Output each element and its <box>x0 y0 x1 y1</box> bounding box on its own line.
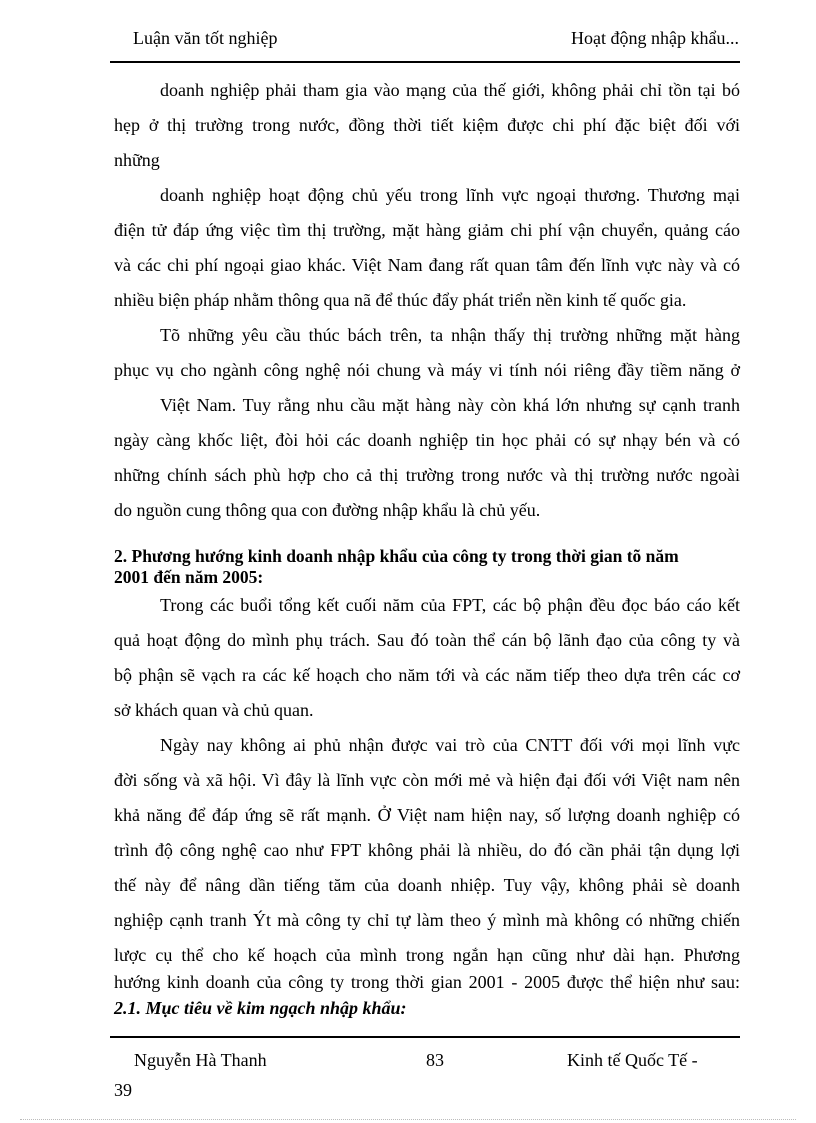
text-line: lược cụ thể cho kế hoạch của mình trong ngắn hạn cũng như dài hạn. Phương <box>114 945 740 965</box>
header-rule <box>110 61 740 63</box>
text-line: đời sống và xã hội. Vì đây là lĩnh vực còn mới mẻ và hiện đại đối với Việt nam nên <box>114 770 740 790</box>
text-line: thế này để nâng dần tiếng tăm của doanh nhiệp. Tuy vậy, không phải sè doanh <box>114 875 740 895</box>
text-line: nghiệp cạnh tranh Ýt mà công ty chỉ tự làm theo ý mình mà không có những chiến <box>114 910 740 930</box>
text-line: sở khách quan và chủ quan. <box>114 700 314 720</box>
footer-rule <box>110 1036 740 1038</box>
page-bottom-edge <box>20 1119 796 1120</box>
footer-department: Kinh tế Quốc Tế - <box>567 1050 698 1070</box>
text-line: doanh nghiệp phải tham gia vào mạng của thế giới, không phải chỉ tồn tại bó <box>160 80 740 100</box>
text-line: doanh nghiệp hoạt động chủ yếu trong lĩnh vực ngoại thương. Thương mại <box>160 185 740 205</box>
text-line: khả năng để đáp ứng sẽ rất mạnh. Ở Việt nam hiện nay, số lượng doanh nghiệp có <box>114 805 740 825</box>
page-number: 83 <box>426 1050 444 1070</box>
section-heading <box>114 546 740 588</box>
header-title-right: Hoạt động nhập khẩu... <box>571 28 739 48</box>
text-line: bộ phận sẽ vạch ra các kế hoạch cho năm tới và các năm tiếp theo dựa trên các cơ <box>114 665 740 685</box>
text-line: và các chi phí ngoại giao khác. Việt Nam đang rất quan tâm đến lĩnh vực này và có <box>114 255 740 275</box>
text-line: nhiều biện pháp nhằm thông qua nã để thúc đẩy phát triển nền kinh tế quốc gia. <box>114 290 687 310</box>
text-line: Trong các buổi tổng kết cuối năm của FPT, các bộ phận đều đọc báo cáo kết <box>160 595 740 615</box>
footer-class-number: 39 <box>114 1080 132 1100</box>
text-line: Tõ những yêu cầu thúc bách trên, ta nhận thấy thị trường những mặt hàng <box>160 325 740 345</box>
text-line: hẹp ở thị trường trong nước, đồng thời tiết kiệm được chi phí đặc biệt đối với <box>114 115 740 135</box>
text-line: do nguồn cung thông qua con đường nhập khẩu là chủ yếu. <box>114 500 541 520</box>
section-heading-line: 2. Phương hướng kinh doanh nhập khẩu của công ty trong thời gian tõ năm <box>114 546 679 566</box>
footer-author: Nguyễn Hà Thanh <box>134 1050 267 1070</box>
text-line: ngày càng khốc liệt, đòi hỏi các doanh nghiệp tin học phải có sự nhạy bén và có <box>114 430 740 450</box>
text-line: hướng kinh doanh của công ty trong thời gian 2001 - 2005 được thể hiện như sau: <box>114 972 740 992</box>
text-line: những chính sách phù hợp cho cả thị trường trong nước và thị trường nước ngoài <box>114 465 740 485</box>
section-heading-line: 2001 đến năm 2005: <box>114 567 264 587</box>
text-line: trình độ công nghệ cao như FPT không phải là nhiều, do đó cần phải tận dụng lợi <box>114 840 740 860</box>
subsection-heading: 2.1. Mục tiêu về kim ngạch nhập khẩu: <box>114 998 407 1018</box>
text-line: những <box>114 150 160 170</box>
text-line: Ngày nay không ai phủ nhận được vai trò của CNTT đối với mọi lĩnh vực <box>160 735 740 755</box>
text-line: điện tử đáp ứng việc tìm thị trường, mặt hàng giảm chi phí vận chuyển, quảng cáo <box>114 220 740 240</box>
header-title-left: Luận văn tốt nghiệp <box>133 28 278 48</box>
text-line: quả hoạt động do mình phụ trách. Sau đó toàn thể cán bộ lãnh đạo của công ty và <box>114 630 740 650</box>
text-line: phục vụ cho ngành công nghệ nói chung và máy vi tính nói riêng đầy tiềm năng ở <box>114 360 740 380</box>
page-header <box>133 28 739 60</box>
text-line: Việt Nam. Tuy rằng nhu cầu mặt hàng này còn khá lớn nhưng sự cạnh tranh <box>160 395 740 415</box>
